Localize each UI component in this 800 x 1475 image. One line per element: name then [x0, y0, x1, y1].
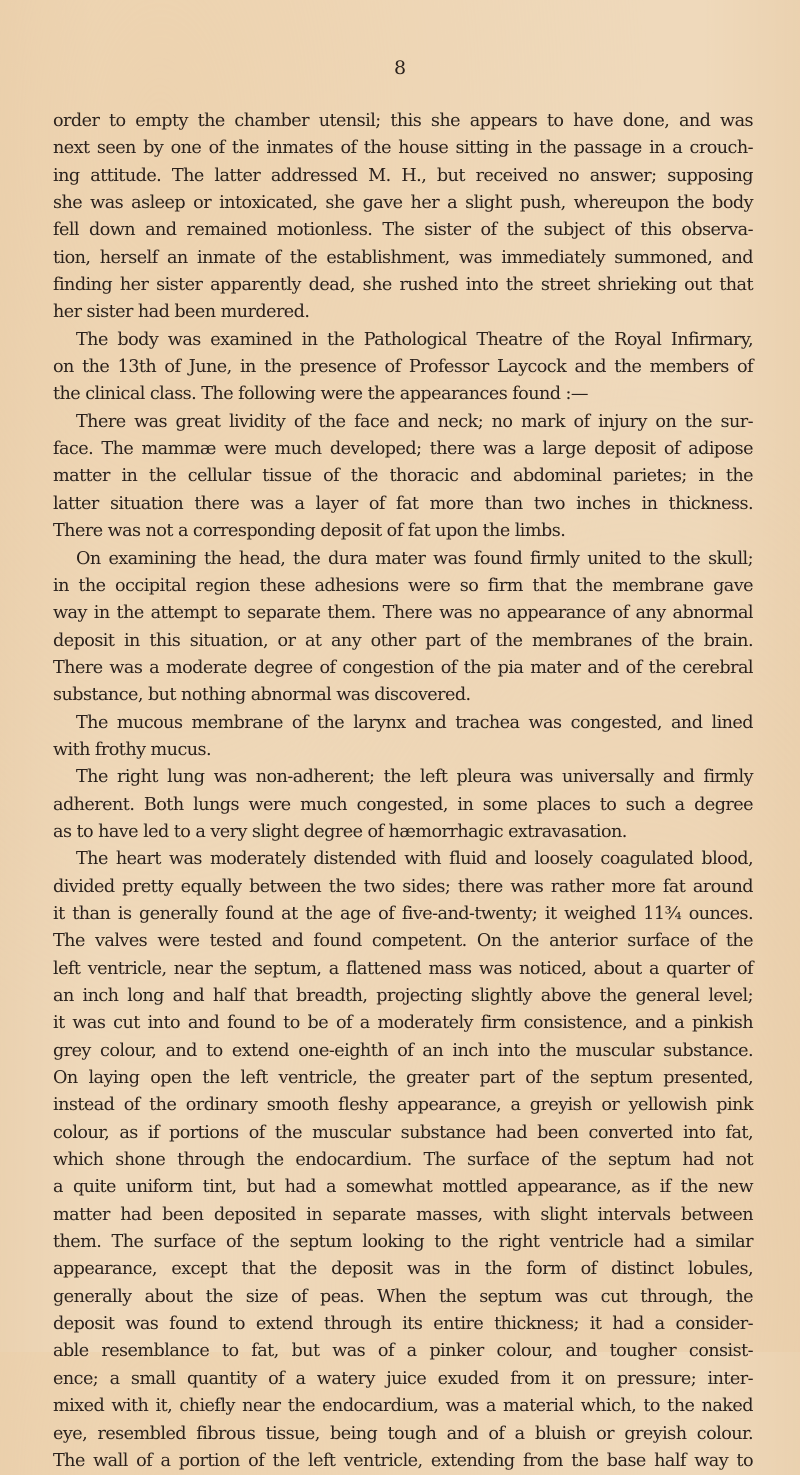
text-line: she was asleep or intoxicated, she gave her a slight push, whereupon the body: [53, 193, 753, 214]
paragraph-first-line: The heart was moderately distended with fluid and loosely coagulated blood,: [76, 849, 753, 870]
paragraph-first-line: The mucous membrane of the larynx and trachea was congested, and lined: [76, 712, 753, 733]
text-line: next seen by one of the inmates of the house sitting in the passage in a crouch-: [53, 138, 753, 159]
text-line: in the occipital region these adhesions were so firm that the membrane gave: [53, 575, 753, 596]
text-line: left ventricle, near the septum, a flattened mass was noticed, about a quarter of: [53, 958, 753, 979]
text-line: able resemblance to fat, but was of a pinker colour, and tougher consist-: [53, 1341, 753, 1362]
text-line: face. The mammæ were much developed; there was a large deposit of adipose: [53, 439, 753, 460]
text-line: appearance, except that the deposit was in the form of distinct lobules,: [53, 1259, 753, 1280]
text-line: There was a moderate degree of congestion of the pia mater and of the cerebral: [53, 657, 753, 678]
page-number: 8: [393, 57, 407, 79]
text-line: grey colour, and to extend one-eighth of an inch into the muscular substance.: [53, 1040, 753, 1061]
text-line: The valves were tested and found competent. On the anterior surface of the: [53, 931, 753, 952]
text-line: her sister had been murdered.: [53, 302, 310, 323]
paragraph-first-line: On examining the head, the dura mater was found firmly united to the skull;: [76, 548, 753, 569]
text-line: generally about the size of peas. When the septum was cut through, the: [53, 1286, 753, 1307]
text-line: order to empty the chamber utensil; this she appears to have done, and was: [53, 111, 753, 131]
text-line: instead of the ordinary smooth fleshy appearance, a greyish or yellowish pink: [53, 1095, 753, 1116]
text-line: a quite uniform tint, but had a somewhat mottled appearance, as if the new: [53, 1177, 753, 1198]
text-line: latter situation there was a layer of fat more than two inches in thickness.: [53, 493, 753, 514]
text-line: way in the attempt to separate them. There was no appearance of any abnormal: [53, 603, 753, 624]
text-line: fell down and remained motionless. The sister of the subject of this observa-: [53, 220, 753, 241]
text-line: colour, as if portions of the muscular substance had been converted into fat,: [53, 1122, 753, 1143]
paragraph-first-line: There was great lividity of the face and neck; no mark of injury on the sur-: [76, 411, 753, 432]
text-line: it was cut into and found to be of a moderately firm consistence, and a pinkish: [53, 1013, 753, 1034]
text-line: ing attitude. The latter addressed M. H., but received no answer; supposing: [53, 165, 753, 186]
text-line: substance, but nothing abnormal was discovered.: [53, 685, 471, 706]
text-line: deposit in this situation, or at any other part of the membranes of the brain.: [53, 630, 753, 651]
text-line: with frothy mucus.: [53, 739, 212, 760]
text-line: mixed with it, chiefly near the endocardium, was a material which, to the naked: [53, 1396, 753, 1417]
text-line: finding her sister apparently dead, she rushed into the street shrieking out that: [53, 275, 753, 296]
text-line: the clinical class. The following were the appearances found :—: [53, 384, 588, 405]
text-line: as to have led to a very slight degree of hæmorrhagic extravasation.: [53, 821, 627, 842]
paragraph-first-line: The right lung was non-adherent; the left pleura was universally and firmly: [76, 767, 753, 788]
text-line: which shone through the endocardium. The surface of the septum had not: [53, 1150, 753, 1171]
text-line: divided pretty equally between the two sides; there was rather more fat around: [53, 876, 753, 897]
text-line: adherent. Both lungs were much congested, in some places to such a degree: [53, 794, 753, 815]
text-line: There was not a corresponding deposit of fat upon the limbs.: [53, 521, 566, 542]
text-line: them. The surface of the septum looking to the right ventricle had a similar: [53, 1232, 753, 1253]
body-text: [53, 108, 753, 1475]
text-line: On laying open the left ventricle, the greater part of the septum presented,: [53, 1068, 753, 1089]
paragraph-first-line: The body was examined in the Pathological Theatre of the Royal Infirmary,: [76, 329, 753, 350]
text-line: matter had been deposited in separate masses, with slight intervals between: [53, 1204, 753, 1225]
text-line: it than is generally found at the age of five-and-twenty; it weighed 11¾ ounces.: [53, 903, 753, 924]
text-line: on the 13th of June, in the presence of Professor Laycock and the members of: [53, 357, 753, 378]
text-line: matter in the cellular tissue of the thoracic and abdominal parietes; in the: [53, 466, 753, 487]
text-line: eye, resembled fibrous tissue, being tough and of a bluish or greyish colour.: [53, 1423, 753, 1444]
text-line: tion, herself an inmate of the establishment, was immediately summoned, and: [53, 247, 753, 268]
text-line: an inch long and half that breadth, projecting slightly above the general level;: [53, 986, 753, 1006]
text-line: The wall of a portion of the left ventricle, extending from the base half way to: [53, 1450, 753, 1471]
text-line: ence; a small quantity of a watery juice exuded from it on pressure; inter-: [53, 1368, 753, 1389]
text-line: deposit was found to extend through its entire thickness; it had a consider-: [53, 1314, 753, 1335]
